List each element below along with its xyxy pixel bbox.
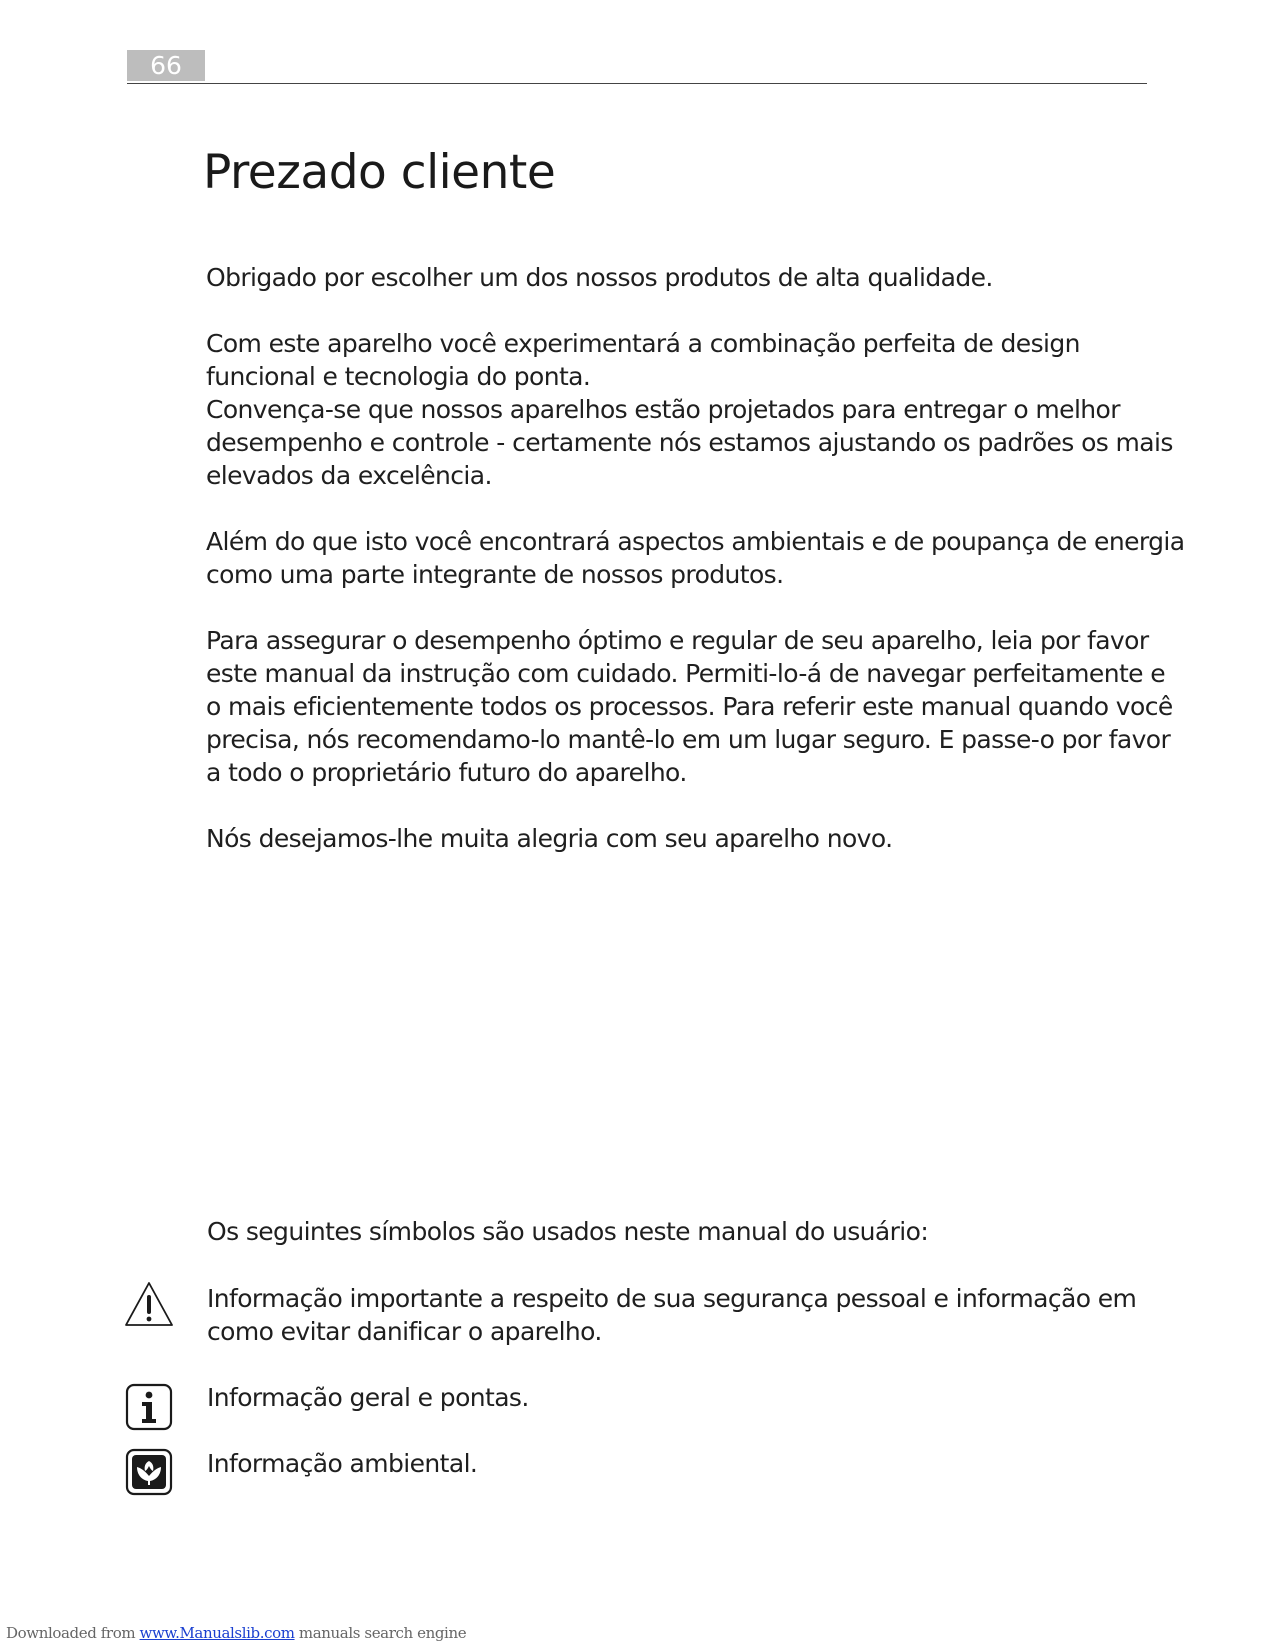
footer-suffix: manuals search engine [294,1624,467,1642]
paragraph-line: Nós desejamos-lhe muita alegria com seu aparelho novo. [206,824,893,853]
manualslib-link[interactable]: www.Manualslib.com [139,1624,295,1642]
warning-triangle-icon [124,1280,174,1330]
paragraph-line: Obrigado por escolher um dos nossos produtos de alta qualidade. [206,263,993,292]
paragraph-design [206,327,1173,492]
symbol-text-info [207,1381,529,1414]
paragraph-line: Para assegurar o desempenho óptimo e regular de seu aparelho, leia por favor [206,626,1149,655]
paragraph-line: Além do que isto você encontrará aspectos ambientais e de poupança de energia [206,527,1185,556]
paragraph-thanks [206,261,1166,294]
symbol-text-line: como evitar danificar o aparelho. [207,1317,602,1346]
paragraph-line: precisa, nós recomendamo-lo mantê-lo em um lugar seguro. E passe-o por favor [206,725,1171,754]
symbol-text-warning [207,1282,1136,1348]
paragraph-line: elevados da excelência. [206,461,492,490]
paragraph-line: desempenho e controle - certamente nós estamos ajustando os padrões os mais [206,428,1173,457]
paragraph-line: Com este aparelho você experimentará a combinação perfeita de design [206,329,1080,358]
info-icon [124,1382,174,1432]
paragraph-line: Convença-se que nossos aparelhos estão projetados para entregar o melhor [206,395,1120,424]
page-title: Prezado cliente [203,145,556,200]
paragraph-line: o mais eficientemente todos os processos. Para referir este manual quando você [206,692,1173,721]
paragraph-line: este manual da instrução com cuidado. Permiti-lo-á de navegar perfeitamente e [206,659,1166,688]
paragraph-line: a todo o proprietário futuro do aparelho. [206,758,687,787]
paragraph-line: funcional e tecnologia do ponta. [206,362,591,391]
footer-prefix: Downloaded from [6,1624,140,1642]
paragraph-line: como uma parte integrante de nossos produtos. [206,560,784,589]
footer [6,1624,466,1642]
symbol-text-environment [207,1447,477,1480]
paragraph-manual [206,624,1173,789]
header-rule [127,83,1147,84]
symbol-text-line: Informação geral e pontas. [207,1383,529,1412]
paragraph-environment [206,525,1185,591]
paragraph-wishes [206,822,1166,855]
environment-flower-icon [124,1447,174,1497]
symbols-intro-text: Os seguintes símbolos são usados neste manual do usuário: [207,1217,929,1246]
symbol-text-line: Informação ambiental. [207,1449,478,1478]
symbol-text-line: Informação importante a respeito de sua segurança pessoal e informação em [207,1284,1137,1313]
symbols-intro [207,1215,1167,1248]
page-number: 66 [127,50,205,81]
